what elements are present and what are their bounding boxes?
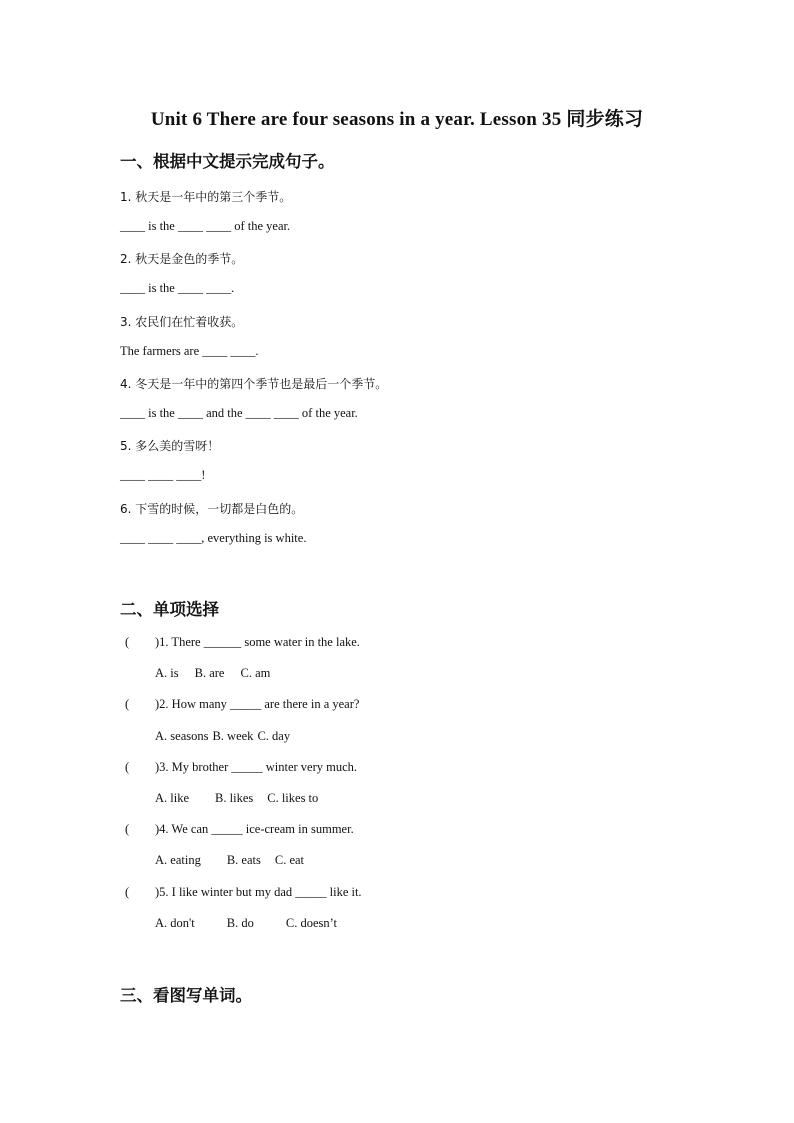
s2-options-2 — [155, 729, 306, 744]
s2-question-3 — [125, 760, 357, 775]
option-b: B. eats — [226, 853, 261, 867]
s1-item-5-cn: 5. 多么美的雪呀！ — [120, 439, 220, 453]
question-stem: )3. My brother _____ winter very much. — [155, 760, 358, 774]
s1-item-2-cn: 2. 秋天是金色的季节。 — [120, 252, 244, 266]
question-stem: )5. I like winter but my dad _____ like it. — [155, 885, 362, 899]
option-b: B. are — [194, 666, 225, 680]
option-c: C. doesn’t — [285, 916, 338, 930]
s1-item-5-en: ____ ____ ____! — [120, 468, 206, 482]
section2-heading: 二、单项选择 — [120, 600, 219, 619]
s2-options-4 — [155, 853, 320, 868]
s2-options-1 — [155, 666, 286, 681]
answer-paren[interactable]: ( — [125, 760, 130, 774]
option-c: C. eat — [274, 853, 305, 867]
s1-item-4-en: ____ is the ____ and the ____ ____ of the year. — [120, 406, 358, 420]
s2-options-3 — [155, 791, 334, 806]
answer-paren[interactable]: ( — [125, 885, 130, 899]
s2-question-1 — [125, 635, 360, 650]
s2-question-4 — [125, 822, 354, 837]
s1-item-6-cn: 6. 下雪的时候，一切都是白色的。 — [120, 502, 304, 516]
s1-item-3-en: The farmers are ____ ____. — [120, 344, 259, 358]
answer-paren[interactable]: ( — [125, 635, 130, 649]
option-a: A. seasons — [155, 729, 209, 743]
option-c: C. likes to — [267, 791, 319, 805]
section3-heading: 三、看图写单词。 — [120, 986, 252, 1005]
s1-item-1-en: ____ is the ____ ____ of the year. — [120, 219, 291, 233]
s1-item-6-en: ____ ____ ____, everything is white. — [120, 531, 307, 545]
s1-item-2-en: ____ is the ____ ____. — [120, 281, 235, 295]
option-b: B. week — [212, 729, 254, 743]
s2-question-2 — [125, 697, 359, 712]
page-title: Unit 6 There are four seasons in a year. Lesson 35 同步练习 — [150, 109, 644, 130]
question-stem: )1. There ______ some water in the lake. — [155, 635, 360, 649]
option-a: A. is — [155, 666, 179, 680]
option-a: A. like — [155, 791, 190, 805]
s2-question-5 — [125, 885, 362, 900]
option-c: C. day — [257, 729, 291, 743]
s1-item-1-cn: 1. 秋天是一年中的第三个季节。 — [120, 190, 292, 204]
question-stem: )2. How many _____ are there in a year? — [155, 697, 360, 711]
option-a: A. eating — [155, 853, 201, 867]
answer-paren[interactable]: ( — [125, 822, 130, 836]
s2-options-5 — [155, 916, 353, 931]
option-b: B. likes — [215, 791, 254, 805]
s1-item-4-cn: 4. 冬天是一年中的第四个季节也是最后一个季节。 — [120, 377, 388, 391]
option-a: A. don't — [155, 916, 195, 930]
s1-item-3-cn: 3. 农民们在忙着收获。 — [120, 315, 244, 329]
option-c: C. am — [240, 666, 271, 680]
question-stem: )4. We can _____ ice-cream in summer. — [155, 822, 354, 836]
answer-paren[interactable]: ( — [125, 697, 130, 711]
section1-heading: 一、根据中文提示完成句子。 — [120, 152, 335, 171]
option-b: B. do — [226, 916, 254, 930]
